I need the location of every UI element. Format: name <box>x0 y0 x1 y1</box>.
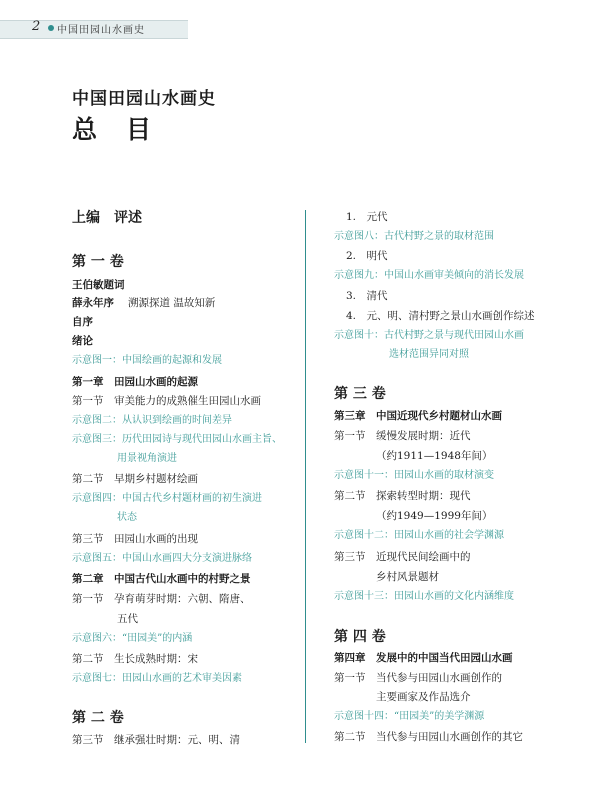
toc-entry: 第一节 审美能力的成熟催生田园山水画 <box>72 395 261 407</box>
toc-entry: 第二节 早期乡村题材绘画 <box>72 473 198 485</box>
toc-figure-entry: 示意图八：古代村野之景的取材范围 <box>334 231 494 242</box>
toc-entry: 第二节 生长成熟时期：宋 <box>72 653 198 665</box>
toc-entry: 第三节 田园山水画的出现 <box>72 533 198 545</box>
toc-volume-heading: 第 一 卷 <box>72 254 124 270</box>
toc-entry: 第三节 继承强壮时期：元、明、清 <box>72 734 240 746</box>
toc-entry: 五代 <box>117 613 138 625</box>
toc-volume-heading: 第 二 卷 <box>72 710 124 726</box>
toc-figure-entry: 示意图七：田园山水画的艺术审美因素 <box>72 673 242 684</box>
toc-entry: 绪论 <box>72 335 93 347</box>
toc-entry: 薛永年序 <box>72 297 114 309</box>
toc-entry: 2. 明代 <box>346 250 388 262</box>
toc-figure-entry: 状态 <box>117 512 137 523</box>
toc-entry: 第一节 当代参与田园山水画创作的 <box>334 672 502 684</box>
toc-figure-entry: 示意图四：中国古代乡村题材画的初生演进 <box>72 493 262 504</box>
toc-volume-heading: 第 三 卷 <box>334 386 386 402</box>
column-divider <box>305 210 306 743</box>
toc-figure-entry: 示意图十二：田园山水画的社会学渊源 <box>334 530 504 541</box>
toc-entry: 第一节 孕育萌芽时期：六朝、隋唐、 <box>72 593 251 605</box>
running-head: 中国田园山水画史 <box>57 25 145 36</box>
toc-entry: 第二节 当代参与田园山水画创作的其它 <box>334 731 523 743</box>
toc-figure-entry: 示意图六：“田园美”的内涵 <box>72 633 193 644</box>
toc-entry: 自序 <box>72 316 93 328</box>
toc-figure-entry: 示意图十三：田园山水画的文化内涵维度 <box>334 591 514 602</box>
toc-entry: （约1911—1948年间） <box>376 450 493 462</box>
toc-figure-entry: 用景视角演进 <box>117 453 177 464</box>
toc-figure-entry: 选材范围异同对照 <box>389 349 469 360</box>
toc-figure-entry: 示意图十四：“田园美”的美学渊源 <box>334 711 485 722</box>
toc-volume-heading: 第 四 卷 <box>334 629 386 645</box>
toc-entry: 第二节 探索转型时期：现代 <box>334 490 471 502</box>
toc-entry: 王伯敏题词 <box>72 279 125 291</box>
toc-figure-entry: 示意图一：中国绘画的起源和发展 <box>72 355 222 366</box>
toc-entry: 第二章 中国古代山水画中的村野之景 <box>72 573 251 585</box>
toc-figure-entry: 示意图九：中国山水画审美倾向的消长发展 <box>334 270 524 281</box>
page-title: 总 目 <box>72 115 154 144</box>
toc-entry: （约1949—1999年间） <box>376 510 493 522</box>
toc-entry: 第四章 发展中的中国当代田园山水画 <box>334 652 513 664</box>
toc-entry: 第三章 中国近现代乡村题材山水画 <box>334 410 502 422</box>
toc-entry: 第一节 缓慢发展时期：近代 <box>334 430 471 442</box>
bullet-icon <box>48 25 54 31</box>
toc-entry: 主要画家及作品选介 <box>376 691 471 703</box>
toc-entry: 3. 清代 <box>346 290 388 302</box>
toc-entry: 溯源探道 温故知新 <box>128 297 216 309</box>
toc-entry: 乡村风景题材 <box>376 571 439 583</box>
page-number: 2 <box>32 19 41 34</box>
toc-figure-entry: 示意图三：历代田园诗与现代田园山水画主旨、 <box>72 434 282 445</box>
part-heading: 上编 评述 <box>72 210 142 226</box>
toc-figure-entry: 示意图五：中国山水画四大分支演进脉络 <box>72 553 252 564</box>
toc-entry: 第一章 田园山水画的起源 <box>72 376 198 388</box>
toc-figure-entry: 示意图十：古代村野之景与现代田园山水画 <box>334 330 524 341</box>
toc-entry: 1. 元代 <box>346 211 388 223</box>
toc-figure-entry: 示意图十一：田园山水画的取材演变 <box>334 470 494 481</box>
book-title: 中国田园山水画史 <box>72 89 216 109</box>
toc-entry: 4. 元、明、清村野之景山水画创作综述 <box>346 310 535 322</box>
toc-entry: 第三节 近现代民间绘画中的 <box>334 551 471 563</box>
toc-figure-entry: 示意图二：从认识到绘画的时间差异 <box>72 415 232 426</box>
